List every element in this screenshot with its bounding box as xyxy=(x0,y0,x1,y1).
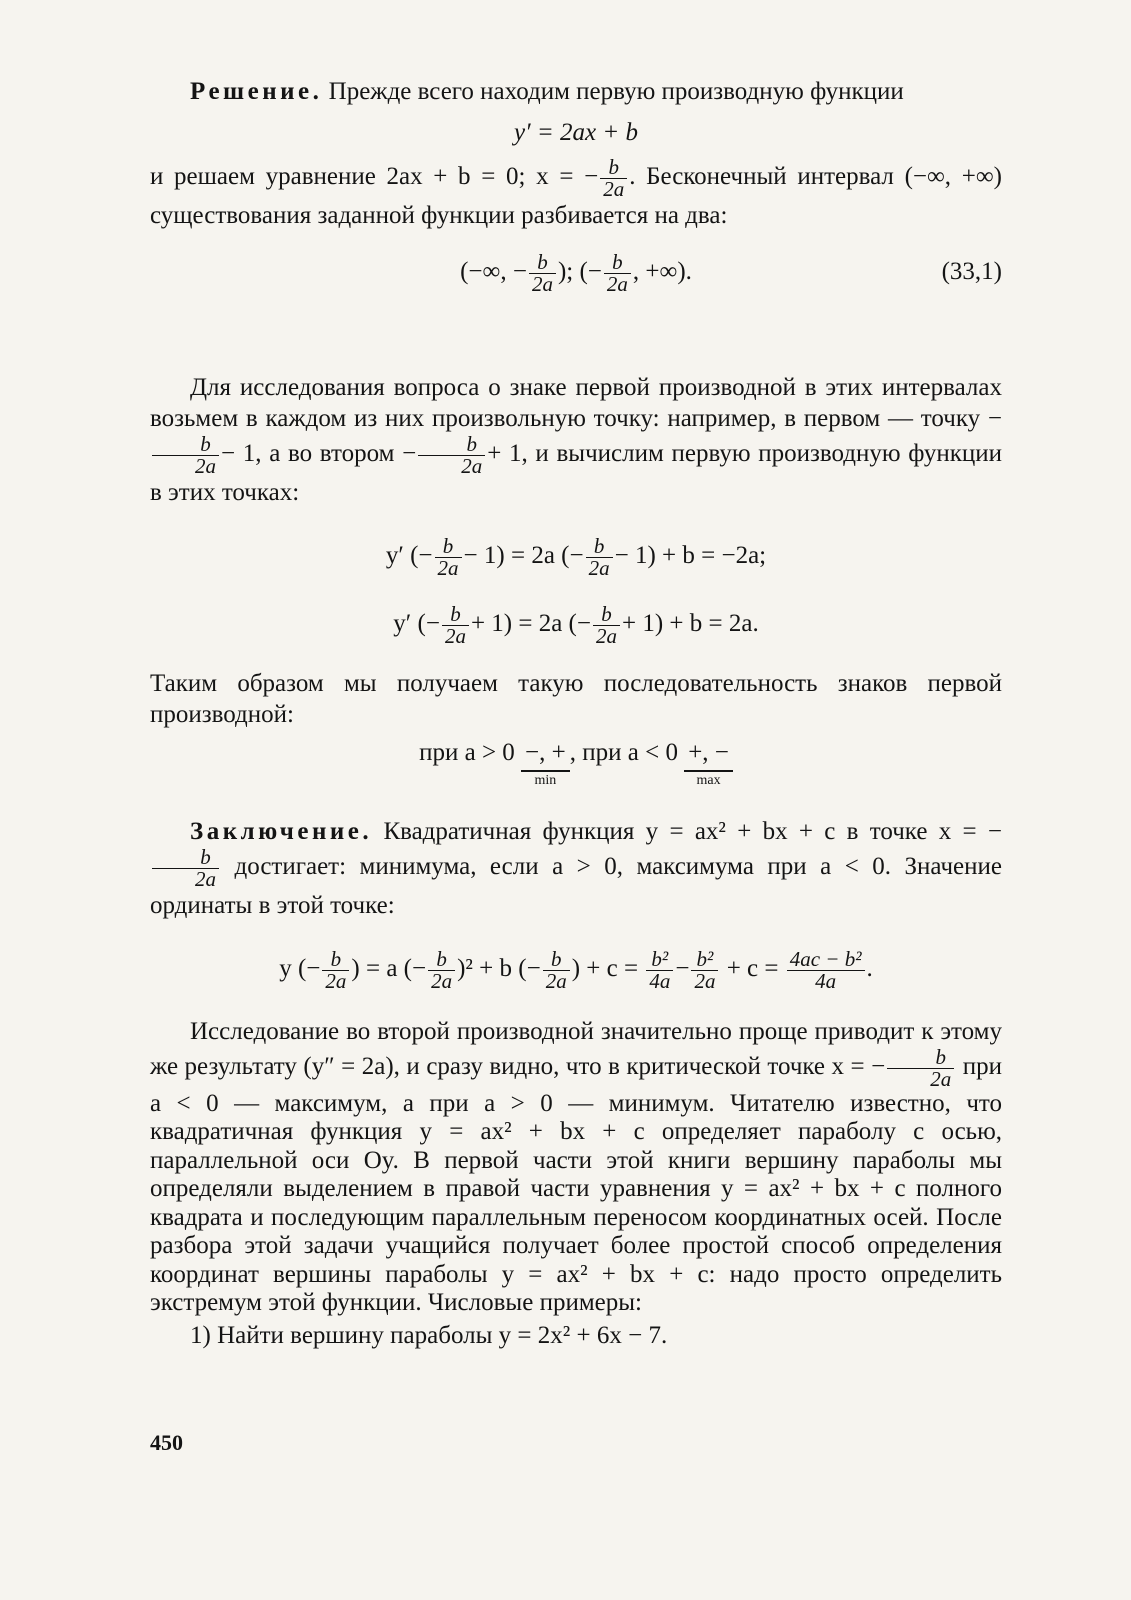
derivative-at-point-2 xyxy=(150,596,1002,652)
ordinate-end: . xyxy=(866,955,873,982)
sign-sequence-max xyxy=(684,736,733,790)
interval-left: (−∞, − xyxy=(460,258,527,285)
fraction-result: $\frac{\text{4ac − b²}}{4a}$ xyxy=(787,949,865,992)
fraction-b-2a: $\frac{b}{2a}$ xyxy=(887,1047,954,1090)
interval-middle: ); (− xyxy=(557,258,602,285)
fraction-b-2a: $\frac{b}{2a}$ xyxy=(604,252,631,295)
eq1-part-c: − 1) + b = −2a; xyxy=(614,542,767,569)
signs-negative-case: +, − xyxy=(684,736,733,772)
fraction-b2-2a: $\frac{\text{b²}}{2a}$ xyxy=(691,949,718,992)
eq1-part-b: − 1) = 2a (− xyxy=(463,542,584,569)
eq2-part-c: + 1) + b = 2a. xyxy=(621,610,759,637)
sign-sequence xyxy=(150,736,1002,794)
ordinate-part-f: + c = xyxy=(726,955,779,982)
solution-text: Прежде всего находим первую производную функции xyxy=(328,78,904,105)
eq1-part-a: y′ (− xyxy=(385,542,433,569)
fraction-b-2a: $\frac{b}{2a}$ xyxy=(322,949,349,992)
solution-block xyxy=(150,76,1002,299)
example-1: 1) Найти вершину параболы y = 2x² + 6x − 7. xyxy=(190,1321,668,1349)
fraction-b-2a: $\frac{b}{2a}$ xyxy=(600,157,627,200)
derivative-at-point-1 xyxy=(150,528,1002,584)
equation-text-end: . Бесконечный интервал (−∞, +∞) существования заданной функции разбивается на два: xyxy=(150,163,1002,229)
page-number: 450 xyxy=(150,1430,183,1455)
derivative-equation: y′ = 2ax + b xyxy=(514,119,638,146)
second-text-b: при a < 0 — максимум, а при a > 0 — минимум. Читателю известно, что квадратичная функция y = ax² + bx + c определяет параболу с осью, параллельной оси Oy. В первой части этой книги вершину параболы мы определяли выделением в правой части уравнения y = ax² + bx + c полного квадрата и последующим параллельным переносом координатных осей. После разбора этой задачи учащийся получает более простой способ определения координат вершины параболы y = ax² + bx + c: надо просто определить экстремум этой функции. Числовые примеры: xyxy=(150,1052,1003,1316)
second-derivative-paragraph xyxy=(150,1018,1002,1318)
equation-paragraph xyxy=(150,157,1002,231)
fraction-b2-4a: $\frac{\text{b²}}{4a}$ xyxy=(646,949,673,992)
fraction-b-2a: $\frac{b}{2a}$ xyxy=(543,949,570,992)
investigation-paragraph xyxy=(150,372,1002,508)
fraction-b-2a: $\frac{b}{2a}$ xyxy=(586,536,613,579)
fraction-b-2a: $\frac{b}{2a}$ xyxy=(529,252,556,295)
ordinate-part-d: ) + c = xyxy=(571,955,639,982)
conclusion-text-a: Квадратичная функция y = ax² + bx + c в точке x = − xyxy=(383,818,1002,845)
eq2-part-b: + 1) = 2a (− xyxy=(470,610,591,637)
signs-paragraph: Таким образом мы получаем такую последовательность знаков первой производной: xyxy=(150,670,1002,728)
ordinate-part-c: )² + b (− xyxy=(457,955,541,982)
fraction-b-2a: $\frac{b}{2a}$ xyxy=(435,536,462,579)
condition-a-negative: , при a < 0 xyxy=(569,739,678,766)
ordinate-minus: − xyxy=(675,955,690,982)
ordinate-part-a: y (− xyxy=(279,955,321,982)
label-max: max xyxy=(696,773,721,788)
fraction-b-2a: $\frac{b}{2a}$ xyxy=(442,604,469,647)
investigation-text-a: Для исследования вопроса о знаке первой производной в этих интервалах возьмем в каждом из них произвольную точку: например, в первом — точку − xyxy=(150,374,1002,432)
conclusion-block xyxy=(150,816,1002,1001)
fraction-b-2a: $\frac{b}{2a}$ xyxy=(418,434,485,477)
signs-block xyxy=(150,668,1002,794)
conclusion-text-b: достигает: минимума, если a > 0, максимума при a < 0. Значение ординаты в этой точке: xyxy=(150,853,1003,919)
equation-number: (33,1) xyxy=(941,258,1002,285)
solution-heading: Решение. xyxy=(190,78,323,105)
conclusion-heading: Заключение. xyxy=(190,818,373,845)
interval-right: , +∞). xyxy=(632,258,692,285)
fraction-b-2a: $\frac{b}{2a}$ xyxy=(428,949,455,992)
sign-sequence-min xyxy=(521,736,570,790)
investigation-block xyxy=(150,372,1002,652)
ordinate-part-b: ) = a (− xyxy=(351,955,427,982)
investigation-text-c: + 1, и вычислим первую производную функции в этих точках: xyxy=(150,440,1002,506)
signs-positive-case: −, + xyxy=(521,736,570,772)
second-text-a: Исследование во второй производной значительно проще приводит к этому же результату (y″ = 2a), и сразу видно, что в критической точке x = − xyxy=(150,1018,1002,1080)
label-min: min xyxy=(534,773,557,788)
conclusion-paragraph xyxy=(150,816,1002,921)
equation-text-start: и решаем уравнение 2ax + b = 0; x = − xyxy=(150,163,599,191)
eq2-part-a: y′ (− xyxy=(393,610,440,637)
condition-a-positive: при a > 0 xyxy=(419,739,515,766)
fraction-b-2a: $\frac{b}{2a}$ xyxy=(593,604,620,647)
fraction-b-2a: $\frac{b}{2a}$ xyxy=(152,434,219,477)
investigation-text-b: − 1, а во втором − xyxy=(221,440,417,468)
second-derivative-block xyxy=(150,1018,1002,1351)
intervals-equation xyxy=(150,245,1002,299)
solution-paragraph xyxy=(150,76,1002,107)
ordinate-equation xyxy=(150,937,1002,1001)
fraction-b-2a: $\frac{b}{2a}$ xyxy=(152,847,219,890)
